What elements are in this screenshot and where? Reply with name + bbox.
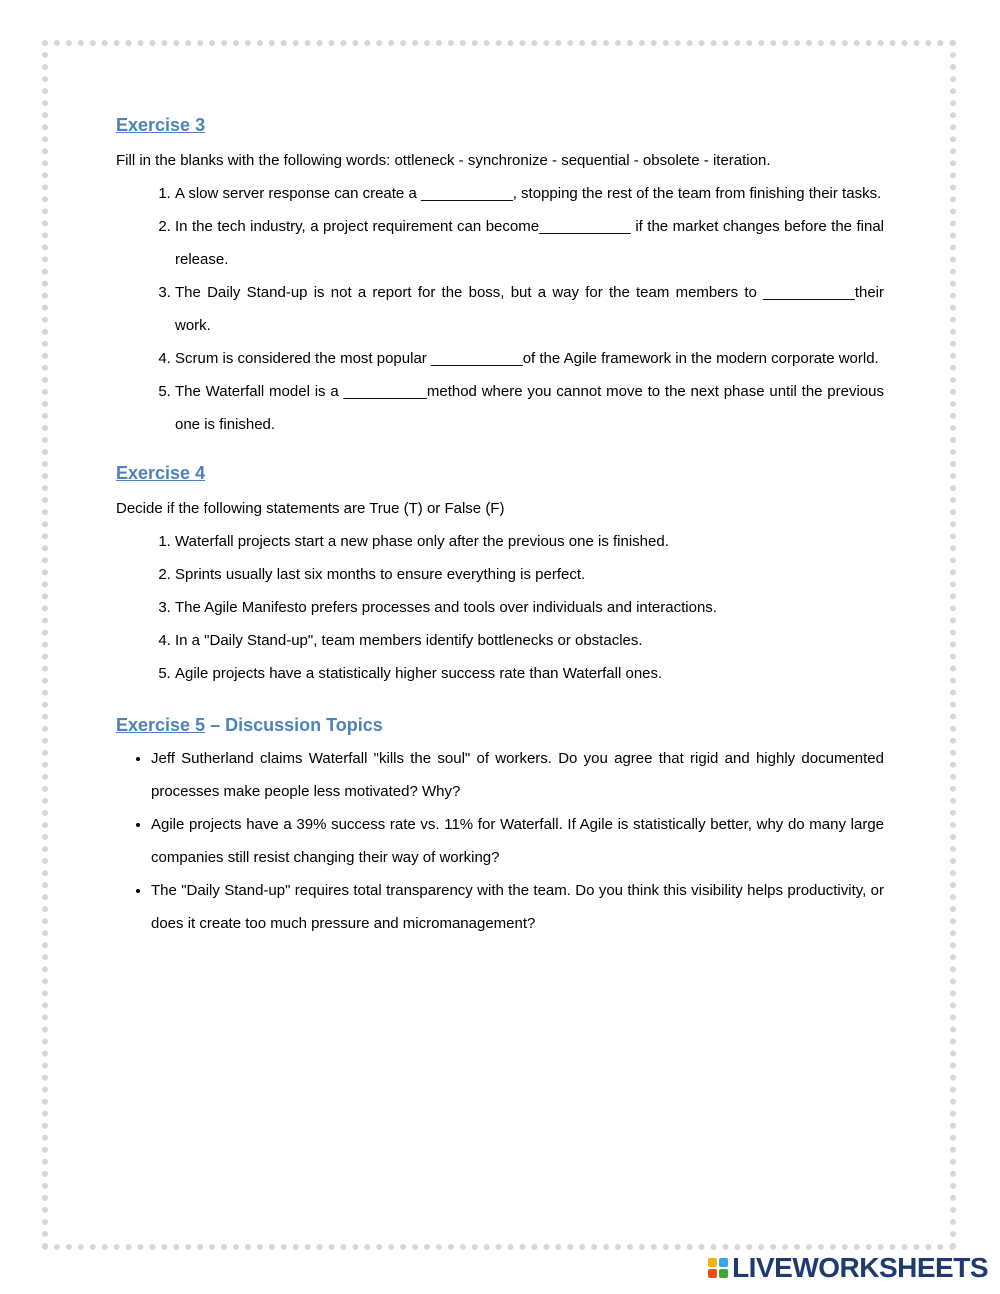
list-item: • Agile projects have a 39% success rate vs. 11% for Waterfall. If Agile is statistically better, why do many large companies still resist changing their way of working? <box>151 808 884 874</box>
liveworksheets-logo[interactable] <box>708 1252 988 1284</box>
list-item: 3. The Agile Manifesto prefers processes and tools over individuals and interactions. <box>175 591 884 624</box>
list-item: 2. In the tech industry, a project requirement can become___________ if the market changes before the final release. <box>175 210 884 276</box>
logo-text: LIVEWORKSHEETS <box>732 1252 988 1283</box>
list-item: • The "Daily Stand-up" requires total transparency with the team. Do you think this visibility helps productivity, or does it create too much pressure and micromanagement? <box>151 874 884 940</box>
exercise-4-instruction: Decide if the following statements are True (T) or False (F) <box>116 500 505 517</box>
list-item: 2. Sprints usually last six months to ensure everything is perfect. <box>175 558 884 591</box>
list-item: 1. Waterfall projects start a new phase only after the previous one is finished. <box>175 525 884 558</box>
exercise-5-title: Exercise 5 – Discussion Topics <box>116 715 383 735</box>
exercise-5-subtitle: – Discussion Topics <box>205 715 383 735</box>
exercise-5-list <box>116 742 884 940</box>
logo-mark-icon <box>708 1258 728 1278</box>
exercise-4-list <box>116 525 884 690</box>
exercise-4 <box>116 458 884 690</box>
list-item: 1. A slow server response can create a ___________, stopping the rest of the team from finishing their tasks. <box>175 177 884 210</box>
list-item: 3. The Daily Stand-up is not a report for the boss, but a way for the team members to ___________their work. <box>175 276 884 342</box>
exercise-4-title: Exercise 4 <box>116 463 206 483</box>
list-item: 5. Agile projects have a statistically higher success rate than Waterfall ones. <box>175 657 884 690</box>
exercise-5 <box>116 710 884 940</box>
exercise-3-title: Exercise 3 <box>116 115 206 135</box>
list-item: • Jeff Sutherland claims Waterfall "kills the soul" of workers. Do you agree that rigid and highly documented processes make people less motivated? Why? <box>151 742 884 808</box>
list-item: 4. In a "Daily Stand-up", team members identify bottlenecks or obstacles. <box>175 624 884 657</box>
worksheet-content <box>116 110 884 940</box>
exercise-3-list <box>116 177 884 441</box>
list-item: 5. The Waterfall model is a __________method where you cannot move to the next phase until the previous one is finished. <box>175 375 884 441</box>
exercise-3 <box>116 110 884 441</box>
list-item: 4. Scrum is considered the most popular ___________of the Agile framework in the modern corporate world. <box>175 342 884 375</box>
exercise-3-instruction: Fill in the blanks with the following words: ottleneck - synchronize - sequential - obsolete - iteration. <box>116 152 771 169</box>
